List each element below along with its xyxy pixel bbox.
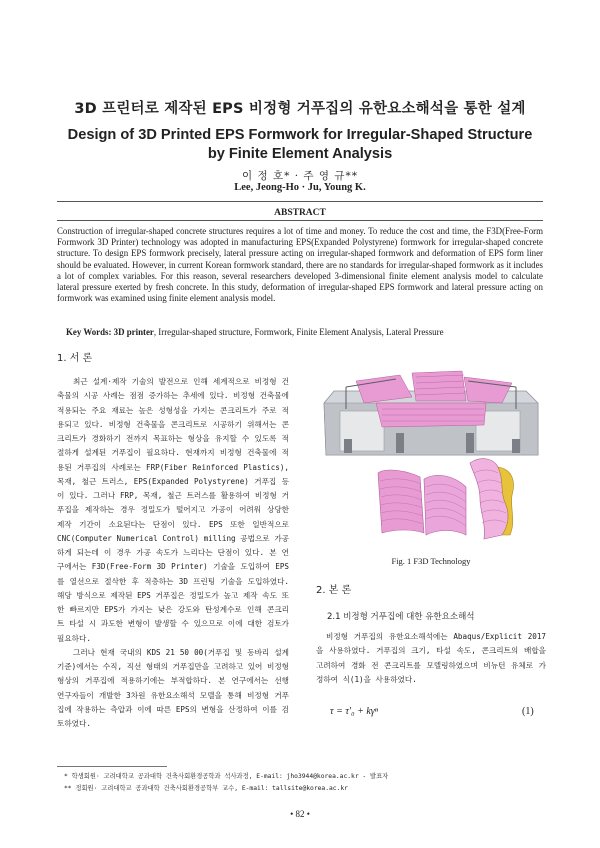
footnote-rule	[57, 766, 167, 767]
figure-caption: Fig. 1 F3D Technology	[391, 556, 471, 566]
keywords	[66, 327, 546, 337]
keywords-list: , Irregular-shaped structure, Formwork, Finite Element Analysis, Lateral Pressure	[153, 327, 444, 337]
title-english: Design of 3D Printed EPS Formwork for Irregular-Shaped Structure by Finite Element Analysis	[67, 127, 533, 162]
equation-number: (1)	[522, 706, 534, 717]
equation-1: τ = τ′₀ + kγⁿ	[330, 706, 378, 717]
f3d-technology-figure	[316, 363, 546, 551]
authors-korean: 이 정 호* · 주 영 규**	[242, 170, 358, 182]
abstract-text: Construction of irregular-shaped concrete structures requires a lot of time and money. To reduce the cost and time, the F3D(Free-Form Formwork 3D Printer) technology was adopted in manufacturing EPS(Expanded Polystyrene) formwork for irregular-shaped concrete structure. To design EPS formwork precisely, lateral pressure acting on irregular-shaped formwork and deformation of EPS form liner should be evaluated. However, in current Korean formwork standard, there are no standards for irregular-shaped formwork as it includes a lot of complex variables. For this reason, several researchers developed 3-dimensional finite element analysis model to calculate lateral pressure exerted by fresh concrete. In this study, deformation of irregular-shaped EPS formwork and lateral pressure acting on formwork was examined using finite element analysis model.	[57, 226, 543, 304]
subsection-2-1-heading: 2.1 비정형 거푸집에 대한 유한요소해석	[327, 612, 475, 622]
authors-english: Lee, Jeong-Ho · Ju, Young K.	[234, 182, 366, 193]
printer-machine-illustration	[324, 371, 538, 455]
section-2-paragraph-1: 비정형 거푸집의 유한요소해석에는 Abaqus/Explicit 2017을 사용하였다. 거푸집의 크기, 타설 속도, 콘크리트의 배합을 고려하여 경화 전 콘크리트를 모델링하였으며 비뉴턴 유체로 가정하여 식(1)을 사용하였다.	[316, 632, 546, 684]
section-2-body	[316, 630, 546, 687]
section-1-heading: 1. 서 론	[57, 353, 93, 364]
abstract-heading: ABSTRACT	[274, 208, 326, 218]
page-number: • 82 •	[290, 809, 310, 819]
footnote-2: ** 정회원· 고려대학교 공과대학 건축사회환경공학부 교수, E-mail: tallsite@korea.ac.kr	[64, 785, 348, 792]
eps-formwork-illustration	[378, 459, 513, 539]
section-1-paragraph-2: 그러나 현재 국내의 KDS 21 50 00(거푸집 및 동바리 설계기준)에서는 수직, 직선 형태의 거푸집만을 고려하고 있어 비정형 형상의 거푸집에 적용하기에는 부적합하다. 본 연구에서는 선행 연구자들이 개발한 3차원 유한요소해석 모델을 통해 비정형 거푸집에 작용하는 측압과 이에 따른 EPS의 변형을 산정하여 이를 검토하였다.	[57, 647, 289, 728]
keywords-label: Key Words: 3D printer	[66, 327, 154, 337]
footnote-1: * 학생회원· 고려대학교 공과대학 건축사회환경공학과 석사과정, E-mail: jho3944@korea.ac.kr - 발표자	[64, 773, 389, 780]
section-1-paragraph-1: 최근 설계·제작 기술의 발전으로 인해 세계적으로 비정형 건축물의 시공 사례는 점점 증가하는 추세에 있다. 비정형 건축물에 적용되는 주요 재료는 높은 성형성을 가지는 콘크리트가 주로 적용되고 있다. 비정형 건축물을 콘크리트로 시공하기 위해서는 콘크리트가 경화하기 전까지 목표하는 형상을 유지할 수 있도록 적절하게 설계된 거푸집이 필요하다. 현재까지 비정형 건축물에 적용된 거푸집의 사례로는 FRP(Fiber Reinforced Plastics), 목재, 철근 트러스, EPS(Expanded Polystyrene) 거푸집 등이 있다. 그러나 FRP, 목재, 철근 트러스를 활용하여 비정형 거푸집을 제작하는 경우 정밀도가 떨어지고 가공이 어려워 상당한 제작 기간이 소요된다는 단점이 있다. EPS 또한 일반적으로 CNC(Computer Numerical Control) milling 공법으로 가공하게 되는데 이 경우 가공 속도가 느리다는 단점이 있다. 본 연구에서는 F3D(Free-Form 3D Printer) 기술을 도입하여 EPS를 열선으로 절삭한 후 적층하는 3D 프린팅 기술을 도입하였다. 해당 방식으로 제작된 EPS 거푸집은 정밀도가 높고 제작 속도 또한 빠르지만 EPS가 가지는 낮은 강도와 탄성계수로 인해 콘크리트 타설 시 과도한 변형이 발생할 수 있으므로 이에 대한 검토가 필요하다.	[57, 377, 289, 643]
title-korean: 3D 프린터로 제작된 EPS 비정형 거푸집의 유한요소해석을 통한 설계	[74, 101, 526, 117]
abstract-top-rule	[57, 201, 543, 202]
section-2-heading: 2. 본 론	[316, 585, 352, 596]
abstract-bottom-rule	[57, 220, 543, 221]
section-1-body	[57, 375, 289, 731]
